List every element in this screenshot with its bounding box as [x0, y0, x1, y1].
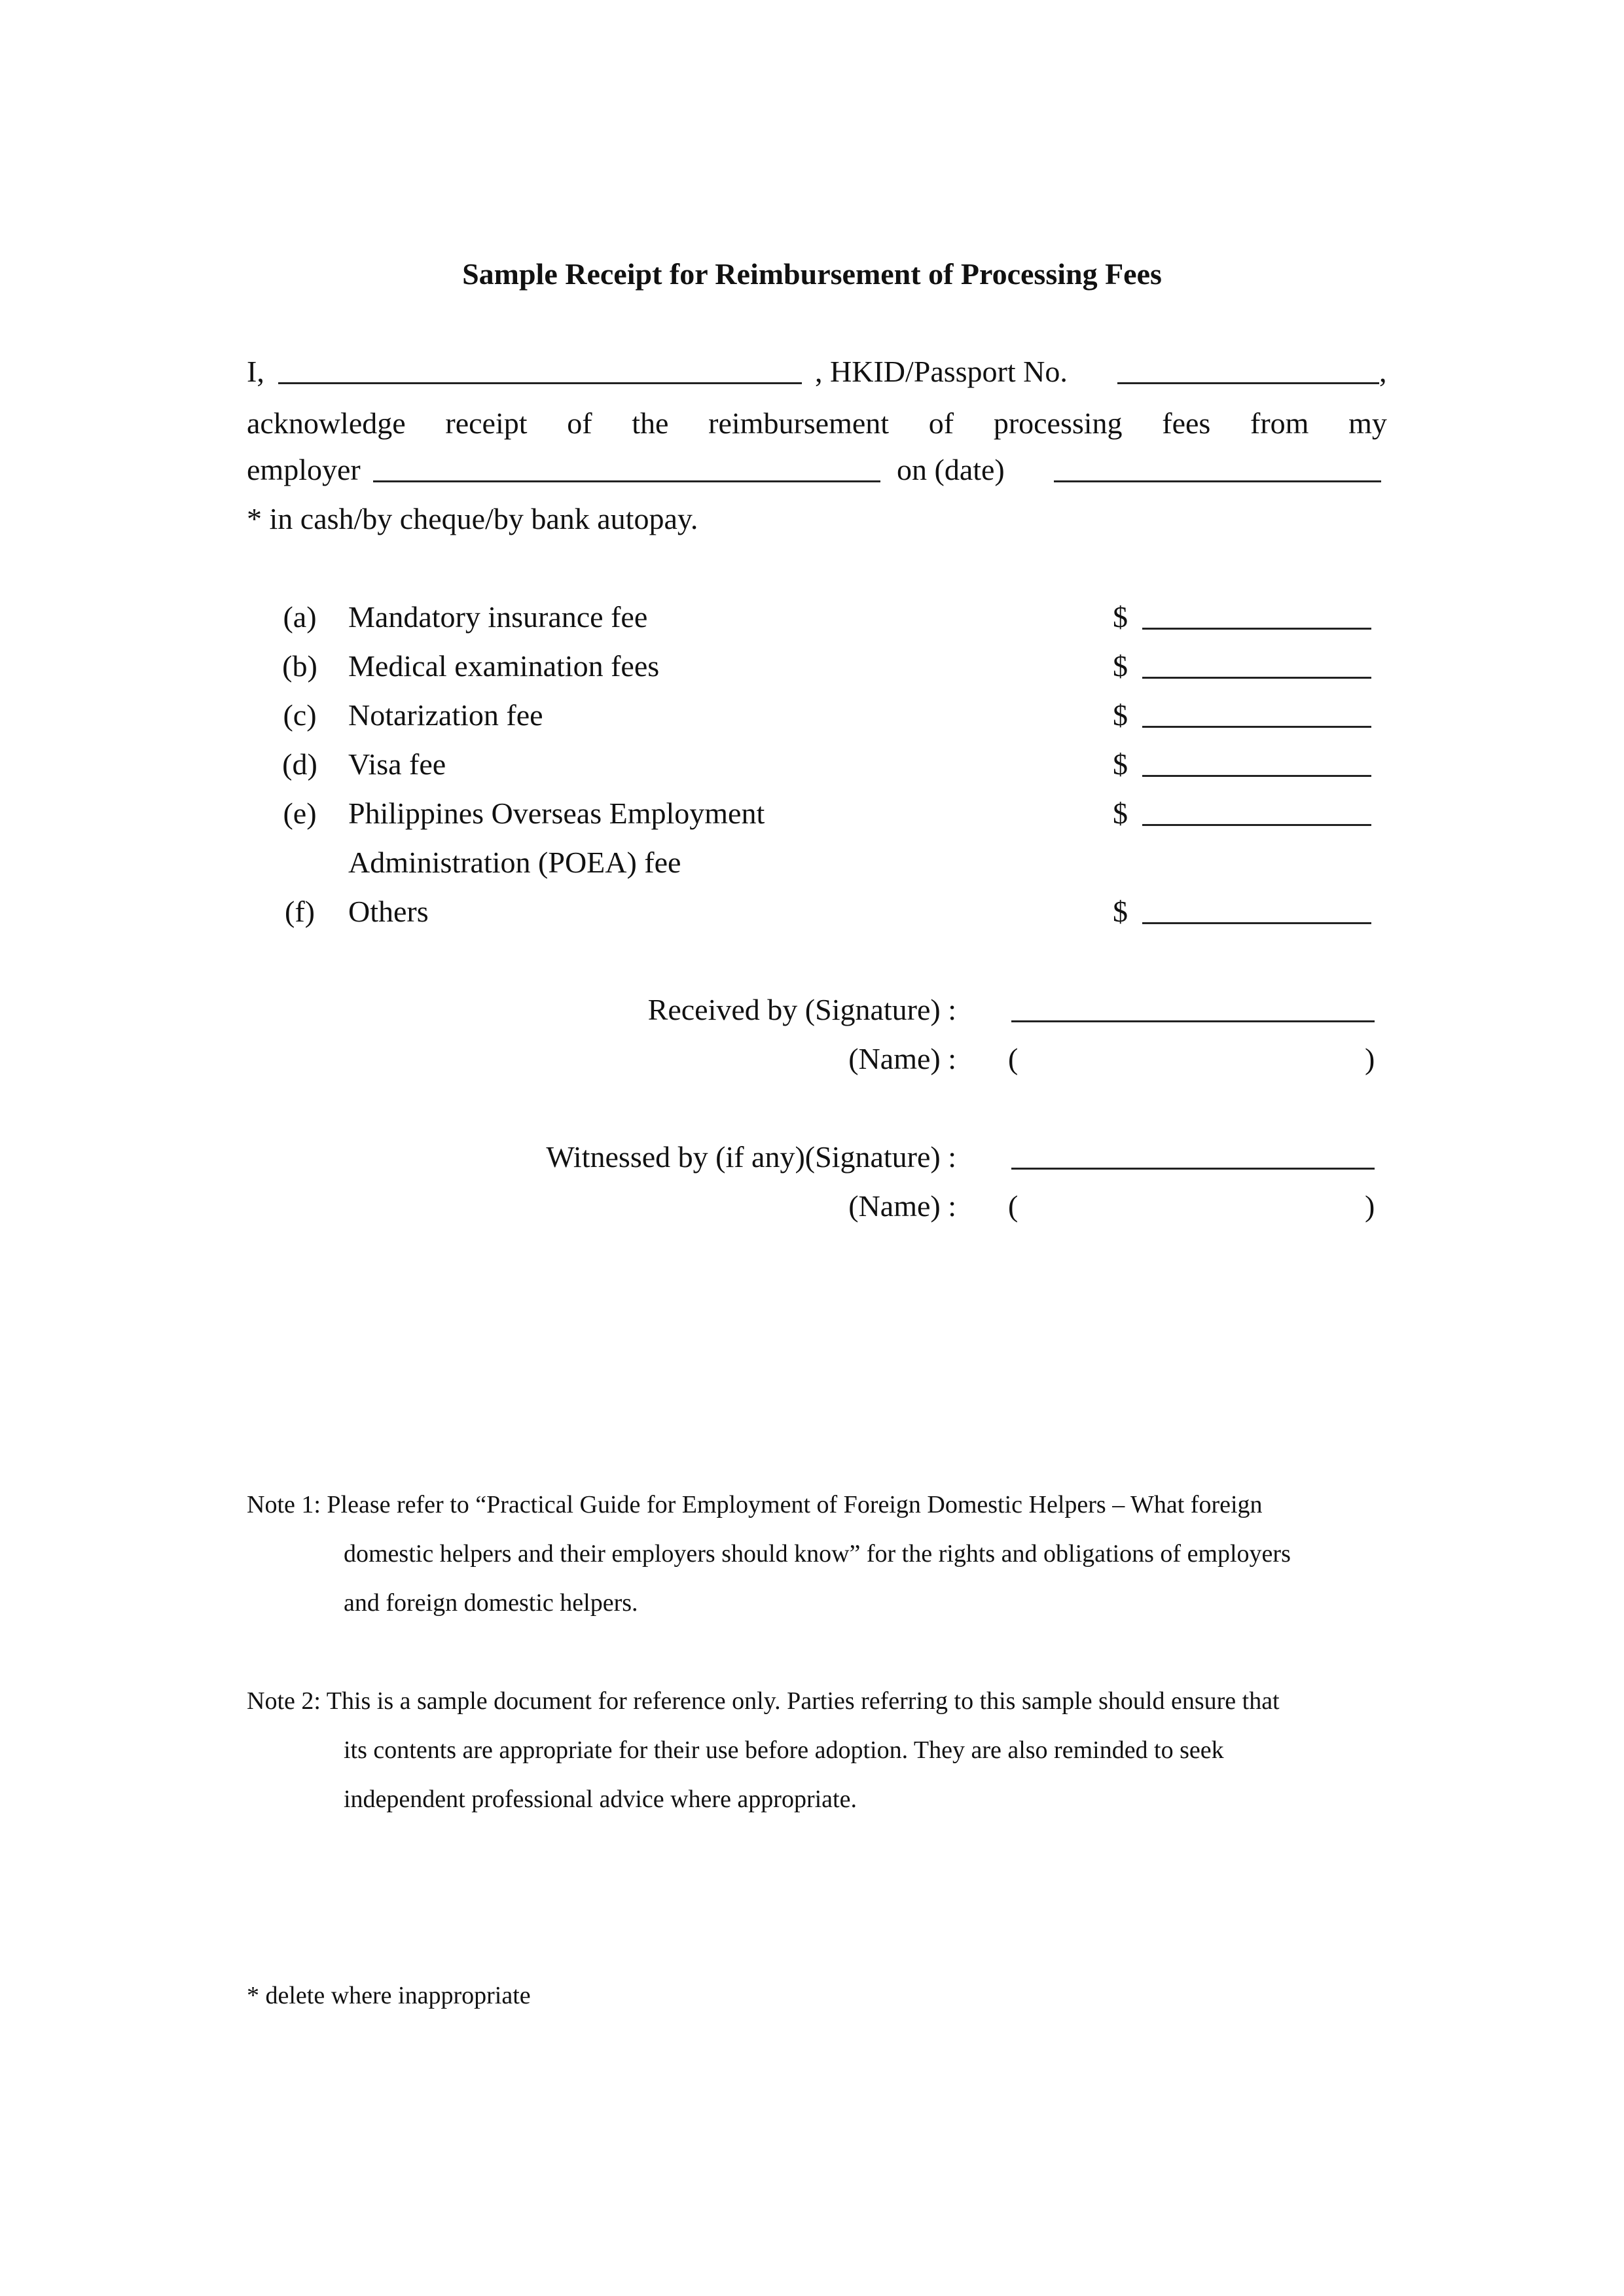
fee-currency: $ [1113, 797, 1128, 830]
fee-amount-blank[interactable] [1142, 824, 1371, 826]
acknowledge-word: receipt [445, 406, 528, 440]
fee-letter: (b) [282, 649, 317, 683]
acknowledge-word: acknowledge [247, 406, 406, 440]
acknowledge-word: processing [993, 406, 1123, 440]
fee-amount-blank[interactable] [1142, 726, 1371, 728]
fee-currency: $ [1113, 600, 1128, 634]
fee-amount-blank[interactable] [1142, 628, 1371, 630]
fee-letter: (a) [283, 600, 317, 634]
received-by-label: Received by (Signature) : [647, 993, 956, 1026]
fee-currency: $ [1113, 747, 1128, 781]
witnessed-name-open-paren: ( [1008, 1189, 1019, 1223]
acknowledge-line [247, 406, 1387, 440]
intro-comma: , [1379, 355, 1387, 388]
acknowledge-word: reimbursement [708, 406, 890, 440]
fee-letter: (e) [283, 797, 317, 830]
witnessed-by-label: Witnessed by (if any)(Signature) : [546, 1140, 956, 1174]
note-2-line-3: independent professional advice where appropriate. [344, 1785, 857, 1813]
name-blank[interactable] [278, 382, 802, 384]
witnessed-name-label: (Name) : [848, 1189, 956, 1223]
received-name-label: (Name) : [848, 1042, 956, 1075]
acknowledge-word: of [928, 406, 954, 440]
acknowledge-word: the [632, 406, 669, 440]
received-signature-blank[interactable] [1011, 1020, 1375, 1022]
fee-label: Visa fee [348, 747, 446, 781]
fee-label: Notarization fee [348, 698, 543, 732]
acknowledge-word: of [567, 406, 592, 440]
acknowledge-word: fees [1162, 406, 1211, 440]
intro-i: I, [247, 355, 264, 388]
witnessed-signature-blank[interactable] [1011, 1168, 1375, 1170]
note-1-line-3: and foreign domestic helpers. [344, 1589, 638, 1617]
fee-letter: (d) [282, 747, 317, 781]
note-2-line-2: its contents are appropriate for their use before adoption. They are also reminded to seek [344, 1736, 1224, 1764]
fee-currency: $ [1113, 649, 1128, 683]
payment-method: * in cash/by cheque/by bank autopay. [247, 502, 698, 535]
received-name-close-paren: ) [1365, 1042, 1375, 1075]
note-1-line-1: Note 1: Please refer to “Practical Guide for Employment of Foreign Domestic Helpers – What foreign [247, 1491, 1263, 1518]
employer-blank[interactable] [373, 480, 880, 482]
received-name-open-paren: ( [1008, 1042, 1019, 1075]
note-1-line-2: domestic helpers and their employers should know” for the rights and obligations of employers [344, 1540, 1291, 1568]
date-blank[interactable] [1054, 480, 1381, 482]
fee-label-continued: Administration (POEA) fee [348, 846, 681, 879]
fee-label: Others [348, 895, 429, 928]
on-date-label: on (date) [897, 453, 1005, 486]
fee-label: Philippines Overseas Employment [348, 797, 765, 830]
document-title: Sample Receipt for Reimbursement of Processing Fees [462, 257, 1162, 291]
witnessed-name-close-paren: ) [1365, 1189, 1375, 1223]
hkid-blank[interactable] [1117, 382, 1379, 384]
fee-amount-blank[interactable] [1142, 775, 1371, 777]
fee-currency: $ [1113, 698, 1128, 732]
footnote: * delete where inappropriate [247, 1982, 531, 2009]
fee-letter: (c) [283, 698, 317, 732]
employer-label: employer [247, 453, 361, 486]
acknowledge-word: from [1250, 406, 1309, 440]
fee-currency: $ [1113, 895, 1128, 928]
fee-label: Medical examination fees [348, 649, 660, 683]
fee-amount-blank[interactable] [1142, 922, 1371, 924]
hkid-label: , HKID/Passport No. [815, 355, 1068, 388]
fee-label: Mandatory insurance fee [348, 600, 648, 634]
acknowledge-word: my [1348, 406, 1387, 440]
note-2-line-1: Note 2: This is a sample document for reference only. Parties referring to this sample should ensure that [247, 1687, 1280, 1715]
fee-amount-blank[interactable] [1142, 677, 1371, 679]
fee-letter: (f) [285, 895, 315, 928]
